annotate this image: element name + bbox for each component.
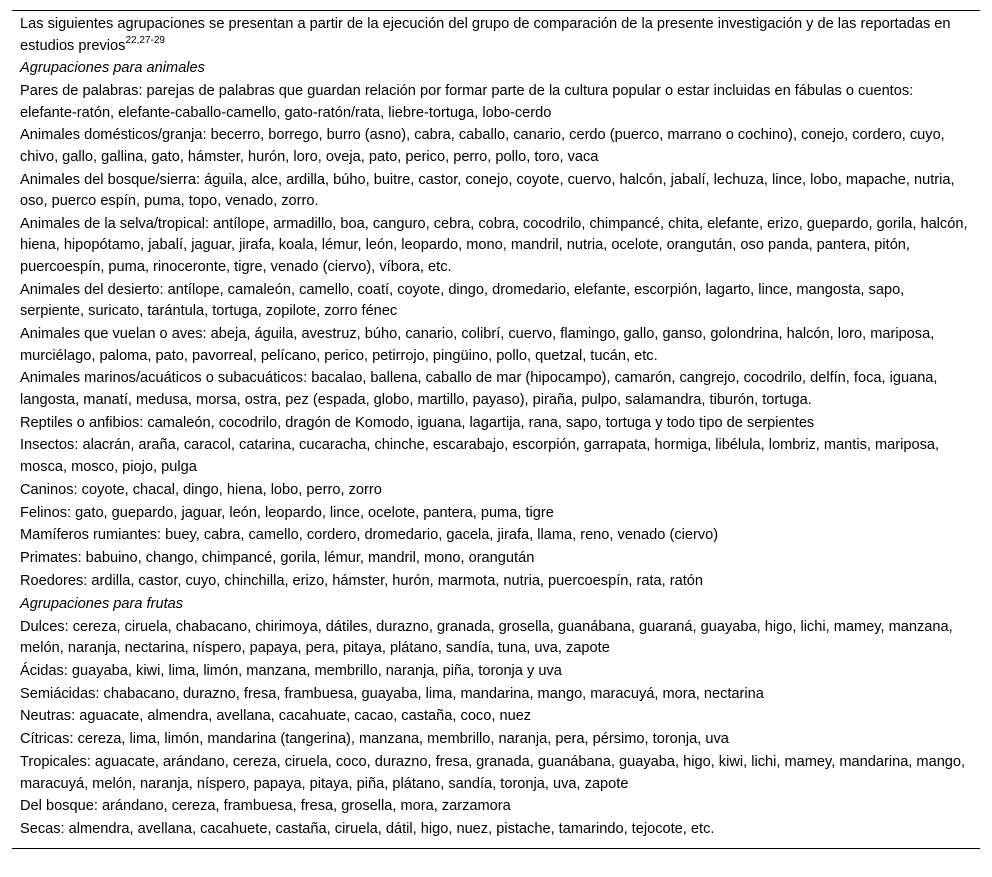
animal-group-row: Reptiles o anfibios: camaleón, cocodrilo, dragón de Komodo, iguana, lagartija, rana, sapo, tortuga y todo tipo de serpientes xyxy=(20,414,815,431)
intro-references: 22,27-29 xyxy=(125,34,165,46)
animal-group-row: Animales marinos/acuáticos o subacuáticos: bacalao, ballena, caballo de mar (hipocampo), camarón, cangrejo, cocodrilo, delfín, foca, iguana, langosta, manatí, medusa, morsa, ostra, pez (espada, globo, martillo, payaso), piraña, pulpo, salamandra, tiburón, tortuga. xyxy=(20,370,938,408)
fruits-heading: Agrupaciones para frutas xyxy=(20,595,184,612)
animal-group-row: Animales del bosque/sierra: águila, alce, ardilla, búho, buitre, castor, conejo, coyote, cuervo, halcón, jabalí, lechuza, lince, lobo, mapache, nutria, oso, puerco espín, puma, topo, venado, zorro. xyxy=(20,171,955,210)
fruit-group-row: Ácidas: guayaba, kiwi, lima, limón, manzana, membrillo, naranja, piña, toronja y uva xyxy=(20,662,562,679)
intro-text: Las siguientes agrupaciones se presentan a partir de la ejecución del grupo de comparación de la presente investigación y de las reportadas en estudios previos xyxy=(20,16,951,54)
animals-heading: Agrupaciones para animales xyxy=(20,60,205,77)
animal-group-row: Roedores: ardilla, castor, cuyo, chinchilla, erizo, hámster, hurón, marmota, nutria, puercoespín, rata, ratón xyxy=(20,572,703,589)
animal-group-row: Mamíferos rumiantes: buey, cabra, camello, cordero, dromedario, gacela, jirafa, llama, reno, venado (ciervo) xyxy=(20,527,719,544)
animal-group-row: Animales que vuelan o aves: abeja, águila, avestruz, búho, canario, colibrí, cuervo, flamingo, gallo, ganso, golondrina, halcón, loro, mariposa, murciélago, paloma, pato, pavorreal, pelícano, perico, petirrojo, pingüino, pollo, quetzal, tucán, etc. xyxy=(20,326,935,364)
intro-row xyxy=(20,14,972,57)
animal-group-row: Animales domésticos/granja: becerro, borrego, burro (asno), cabra, caballo, canario, cerdo (puerco, marrano o cochino), conejo, cordero, cuyo, chivo, gallo, gallina, gato, hámster, hurón, loro, oveja, pato, perico, perro, pollo, toro, vaca xyxy=(20,127,945,165)
fruit-group-row: Secas: almendra, avellana, cacahuete, castaña, ciruela, dátil, higo, nuez, pistache, tamarindo, tejocote, etc. xyxy=(20,821,715,838)
animals-list xyxy=(20,81,972,592)
animal-group-row: Animales del desierto: antílope, camaleón, camello, coatí, coyote, dingo, dromedario, elefante, escorpión, lagarto, lince, mangosta, sapo, serpiente, suricato, tarántula, tortuga, zopilote, zorro fénec xyxy=(20,281,905,320)
fruit-group-row: Dulces: cereza, ciruela, chabacano, chirimoya, dátiles, durazno, granada, grosella, guanábana, guaraná, guayaba, higo, lichi, mamey, manzana, melón, naranja, nectarina, níspero, papaya, pera, pitaya, plátano, sandía, tuna, uva, zapote xyxy=(20,618,953,657)
fruit-group-row: Cítricas: cereza, lima, limón, mandarina (tangerina), manzana, membrillo, naranja, pera, pérsimo, toronja, uva xyxy=(20,731,729,748)
animal-group-row: Caninos: coyote, chacal, dingo, hiena, lobo, perro, zorro xyxy=(20,481,382,498)
fruit-group-row: Tropicales: aguacate, arándano, cereza, ciruela, coco, durazno, fresa, granada, guanábana, guayaba, higo, kiwi, lichi, mamey, mandarina, mango, maracuyá, melón, naranja, níspero, papaya, pitaya, piña, plátano, sandía, toronja, uva, zapote xyxy=(20,754,966,792)
animal-group-row: Pares de palabras: parejas de palabras que guardan relación por formar parte de la cultura popular o estar incluidas en fábulas o cuentos: elefante-ratón, elefante-caballo-camello, gato-ratón/rata, liebre-tortuga, lobo-cerdo xyxy=(20,83,914,121)
fruit-group-row: Semiácidas: chabacano, durazno, fresa, frambuesa, guayaba, lima, mandarina, mango, maracuyá, mora, nectarina xyxy=(20,685,764,702)
fruit-group-row: Neutras: aguacate, almendra, avellana, cacahuate, cacao, castaña, coco, nuez xyxy=(20,708,532,725)
groupings-table xyxy=(12,10,980,849)
fruit-group-row: Del bosque: arándano, cereza, frambuesa, fresa, grosella, mora, zarzamora xyxy=(20,798,511,815)
animal-group-row: Primates: babuino, chango, chimpancé, gorila, lémur, mandril, mono, orangután xyxy=(20,550,535,567)
fruits-list xyxy=(20,617,972,841)
animal-group-row: Felinos: gato, guepardo, jaguar, león, leopardo, lince, ocelote, pantera, puma, tigre xyxy=(20,504,554,521)
animal-group-row: Animales de la selva/tropical: antílope, armadillo, boa, canguro, cebra, cobra, cocodrilo, chimpancé, chita, elefante, erizo, guepardo, gorila, halcón, hiena, hipopótamo, jabalí, jaguar, jirafa, koala, lémur, león, leopardo, mono, mandril, nutria, ocelote, orangután, oso panda, pantera, pitón, puercoespín, puma, rinoceronte, tigre, venado (ciervo), víbora, etc. xyxy=(20,215,968,275)
animal-group-row: Insectos: alacrán, araña, caracol, catarina, cucaracha, chinche, escarabajo, escorpión, garrapata, hormiga, libélula, lombriz, mantis, mariposa, mosca, mosco, piojo, pulga xyxy=(20,437,940,475)
